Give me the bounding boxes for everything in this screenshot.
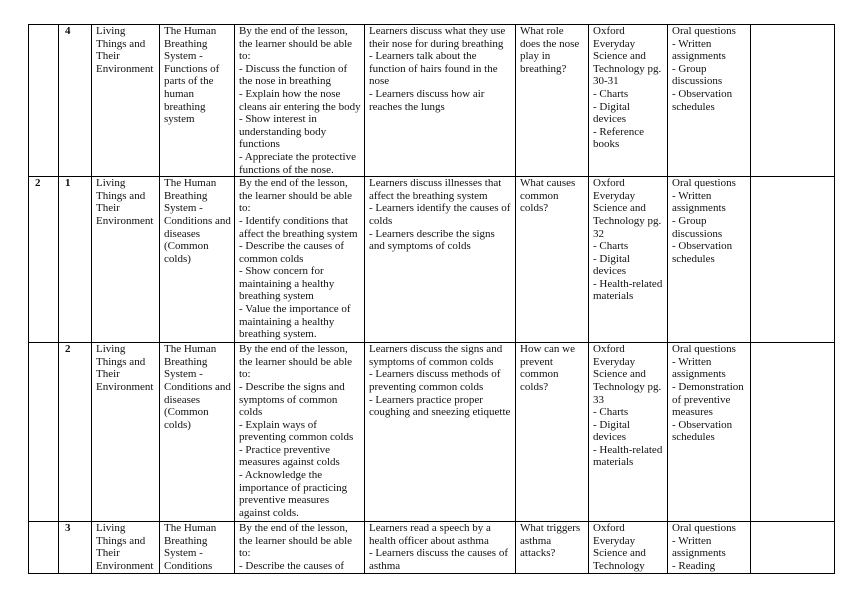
week-cell: 2 xyxy=(29,177,59,343)
learning-experiences-cell: Learners discuss illnesses that affect the breathing system - Learners identify the causes of colds - Learners describe the signs and symptoms of colds xyxy=(365,177,516,343)
assessment-cell: Oral questions - Written assignments - Reading xyxy=(668,522,751,573)
sub-strand-cell: The Human Breathing System - Conditions and diseases (Common colds) xyxy=(160,343,235,522)
strand-cell: Living Things and Their Environment xyxy=(92,177,160,343)
week-cell xyxy=(29,522,59,573)
sub-strand-cell: The Human Breathing System - Conditions xyxy=(160,522,235,573)
lesson-cell: 1 xyxy=(59,177,92,343)
assessment-cell: Oral questions - Written assignments - Group discussions - Observation schedules xyxy=(668,25,751,177)
learning-resources-cell: Oxford Everyday Science and Technology pg. 30-31 - Charts - Digital devices - Reference books xyxy=(589,25,668,177)
learning-outcomes-cell: By the end of the lesson, the learner should be able to: - Describe the causes of xyxy=(235,522,365,573)
key-inquiry-question-cell: What role does the nose play in breathing? xyxy=(516,25,589,177)
table-body xyxy=(29,25,835,574)
sub-strand-cell: The Human Breathing System - Conditions and diseases (Common colds) xyxy=(160,177,235,343)
learning-outcomes-cell: By the end of the lesson, the learner should be able to: - Discuss the function of the nose in breathing - Explain how the nose cleans air entering the body - Show interest in understanding body functions - Appreciate the protective functions of the nose. xyxy=(235,25,365,177)
lesson-cell: 2 xyxy=(59,343,92,522)
key-inquiry-question-cell: How can we prevent common colds? xyxy=(516,343,589,522)
learning-outcomes-cell: By the end of the lesson, the learner should be able to: - Identify conditions that affect the breathing system - Describe the causes of common colds - Show concern for maintaining a healthy breathing system - Value the importance of maintaining a healthy breathing system. xyxy=(235,177,365,343)
learning-resources-cell: Oxford Everyday Science and Technology pg. 33 - Charts - Digital devices - Health-related materials xyxy=(589,343,668,522)
strand-cell: Living Things and Their Environment xyxy=(92,522,160,573)
learning-experiences-cell: Learners read a speech by a health officer about asthma - Learners discuss the causes of asthma xyxy=(365,522,516,573)
reflection-cell xyxy=(751,177,835,343)
learning-outcomes-cell: By the end of the lesson, the learner should be able to: - Describe the signs and symptoms of common colds - Explain ways of preventing common colds - Practice preventive measures against colds - Acknowledge the importance of practicing preventive measures against colds. xyxy=(235,343,365,522)
strand-cell: Living Things and Their Environment xyxy=(92,25,160,177)
lesson-cell: 3 xyxy=(59,522,92,573)
reflection-cell xyxy=(751,343,835,522)
key-inquiry-question-cell: What triggers asthma attacks? xyxy=(516,522,589,573)
table-row xyxy=(29,343,835,522)
lesson-cell: 4 xyxy=(59,25,92,177)
learning-resources-cell: Oxford Everyday Science and Technology xyxy=(589,522,668,573)
assessment-cell: Oral questions - Written assignments - Group discussions - Observation schedules xyxy=(668,177,751,343)
week-cell xyxy=(29,25,59,177)
strand-cell: Living Things and Their Environment xyxy=(92,343,160,522)
reflection-cell xyxy=(751,25,835,177)
table-row xyxy=(29,25,835,177)
reflection-cell xyxy=(751,522,835,573)
table-row xyxy=(29,177,835,343)
week-cell xyxy=(29,343,59,522)
lesson-plan-table xyxy=(28,24,835,574)
learning-experiences-cell: Learners discuss the signs and symptoms of common colds - Learners discuss methods of preventing common colds - Learners practice proper coughing and sneezing etiquette xyxy=(365,343,516,522)
learning-experiences-cell: Learners discuss what they use their nose for during breathing - Learners talk about the function of hairs found in the nose - Learners discuss how air reaches the lungs xyxy=(365,25,516,177)
key-inquiry-question-cell: What causes common colds? xyxy=(516,177,589,343)
learning-resources-cell: Oxford Everyday Science and Technology pg. 32 - Charts - Digital devices - Health-related materials xyxy=(589,177,668,343)
sub-strand-cell: The Human Breathing System - Functions of parts of the human breathing system xyxy=(160,25,235,177)
assessment-cell: Oral questions - Written assignments - Demonstration of preventive measures - Observation schedules xyxy=(668,343,751,522)
table-row xyxy=(29,522,835,573)
